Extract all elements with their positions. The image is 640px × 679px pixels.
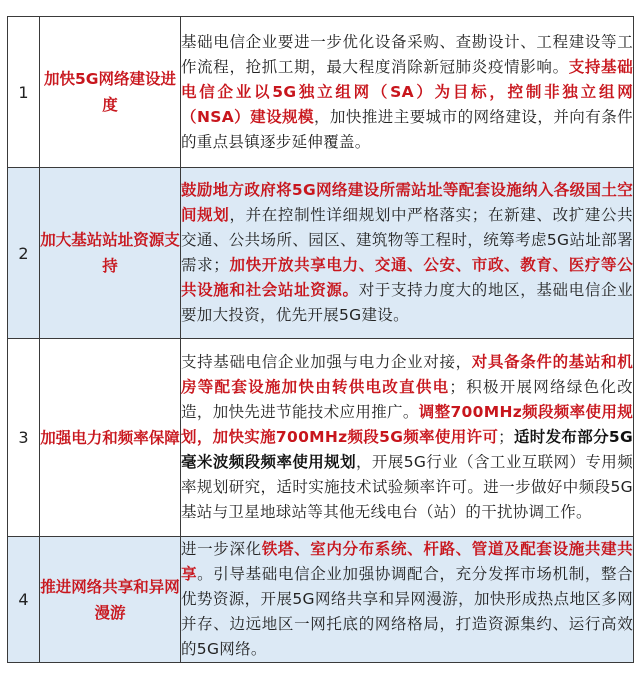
highlighted-text: 鼓励地方政府将5G网络建设所需站址等配套设施纳入各级国土空间规划 — [181, 181, 633, 224]
text-segment: ，加快推进主要城市的网络建设，并向有条件的重点县镇逐步延伸覆盖。 — [181, 107, 633, 151]
table-row — [8, 537, 634, 663]
highlighted-text: 加快开放共享电力、交通、公安、市政、教育、医疗等公共设施和社会站址资源。 — [181, 256, 633, 299]
table-row — [8, 17, 634, 168]
row-number: 4 — [8, 537, 40, 663]
highlighted-text: 调整700MHz频段频率使用规划，加快实施700MHz频段5G频率使用许可 — [181, 403, 633, 446]
text-segment: ；积极开展网络绿色化改造，加快先进节能技术应用推广。 — [181, 378, 633, 421]
row-description — [181, 339, 634, 537]
bold-text: 适时发布部分5G毫米波频段频率使用规划 — [181, 428, 633, 471]
table-row — [8, 168, 634, 339]
row-description — [181, 537, 634, 663]
row-title: 加大基站站址资源支持 — [40, 168, 181, 339]
row-number: 1 — [8, 17, 40, 168]
text-segment: ，并在控制性详细规划中严格落实；在新建、改扩建公共交通、公共场所、园区、建筑物等工程时，统筹考虑5G站址部署需求； — [181, 206, 633, 274]
text-segment: 进一步深化 — [181, 540, 262, 558]
text-segment: 对于支持力度大的地区，基础电信企业要加大投资，优先开展5G建设。 — [181, 281, 633, 324]
row-title: 推进网络共享和异网漫游 — [40, 537, 181, 663]
text-segment: 支持基础电信企业加强与电力企业对接， — [181, 353, 472, 371]
row-description — [181, 168, 634, 339]
row-title: 加强电力和频率保障 — [40, 339, 181, 537]
text-segment: ，开展5G行业（含工业互联网）专用频率规划研究，适时实施技术试验频率许可。进一步做好中频段5G基站与卫星地球站等其他无线电台（站）的干扰协调工作。 — [181, 453, 633, 521]
highlighted-text: 对具备条件的基站和机房等配套设施加快由转供电改直供电 — [181, 353, 633, 396]
row-title: 加快5G网络建设进度 — [40, 17, 181, 168]
text-segment: 基础电信企业要进一步优化设备采购、查勘设计、工程建设等工作流程，抢抓工期，最大程度消除新冠肺炎疫情影响。 — [181, 32, 633, 76]
table-row — [8, 339, 634, 537]
policy-table — [7, 16, 634, 663]
text-segment: ； — [498, 428, 514, 446]
row-number: 2 — [8, 168, 40, 339]
text-segment: 。引导基础电信企业加强协调配合，充分发挥市场机制，整合优势资源，开展5G网络共享和异网漫游，加快形成热点地区多网并存、边远地区一网托底的网络格局，打造资源集约、运行高效的5G网络。 — [181, 565, 633, 658]
row-number: 3 — [8, 339, 40, 537]
row-description — [181, 17, 634, 168]
highlighted-text: 支持基础电信企业以5G独立组网（SA）为目标，控制非独立组网（NSA）建设规模 — [181, 57, 634, 126]
highlighted-text: 铁塔、室内分布系统、杆路、管道及配套设施共建共享 — [181, 540, 633, 583]
